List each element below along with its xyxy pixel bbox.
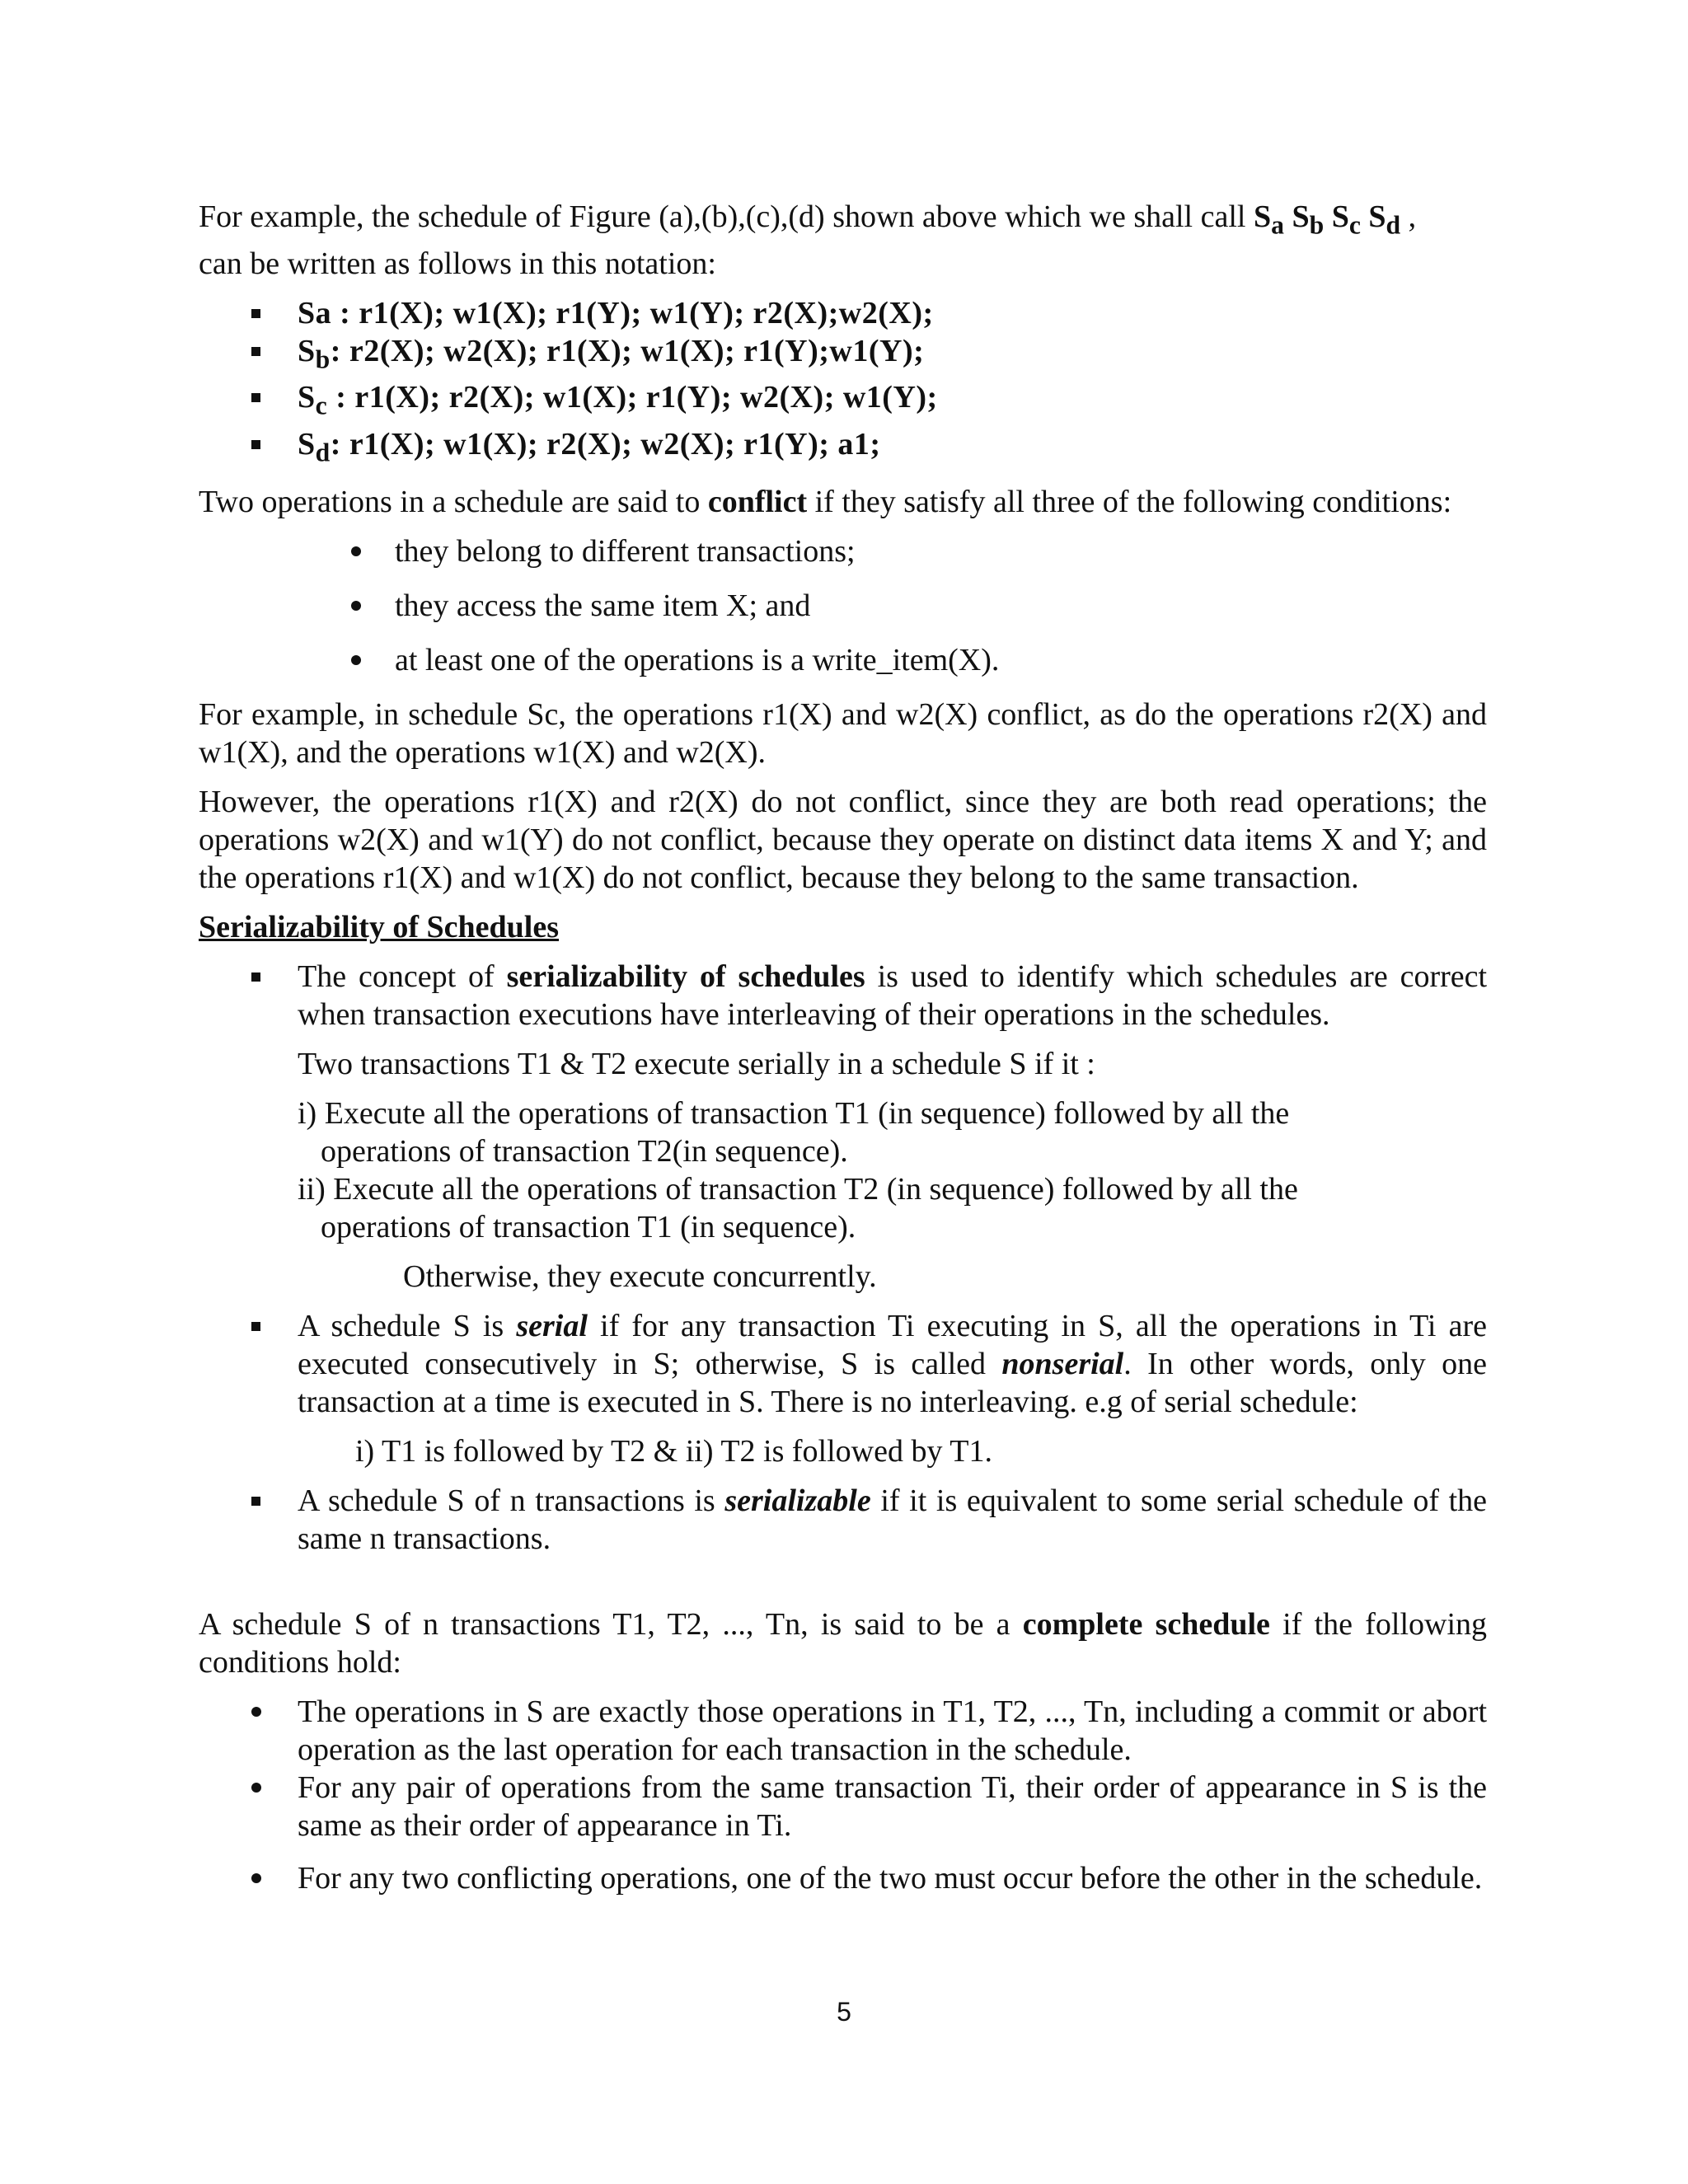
schedule-name-d: $S_d$: [1368, 199, 1401, 240]
schedule-sb: $S_b$: r2(X); w2(X); r1(X); w1(X); r1(Y);w1(Y);: [199, 332, 1487, 379]
complete-condition-item: The operations in S are exactly those operations in T1, T2, ..., Tn, including a commit or abort operation as the last operation for each transaction in the schedule.: [199, 1693, 1487, 1769]
conflict-paragraph: Two operations in a schedule are said to conflict if they satisfy all three of the following conditions:: [199, 485, 1452, 520]
intro-text-2: can be written as follows in this notation:: [199, 246, 716, 281]
intro-paragraph: For example, the schedule of Figure (a),(b),(c),(d) shown above which we shall call $S_a$ $S_b$ $S_c$ $S_d$ , can be written as follows in this notation:: [199, 199, 1417, 281]
example-paragraph-1: For example, in schedule Sc, the operations r1(X) and w2(X) conflict, as do the operations r2(X) and w1(X), and the operations w1(X) and w2(X).: [199, 697, 1487, 771]
schedule-name-b: $S_b$: [1292, 199, 1325, 240]
section-heading: Serializability of Schedules: [199, 910, 559, 945]
page-number: 5: [837, 1997, 851, 2027]
condition-item: they belong to different transactions;: [199, 532, 1487, 570]
condition-item: at least one of the operations is a write_item(X).: [199, 641, 1487, 679]
serializability-list: [199, 958, 1487, 1033]
serializability-bullet-1: The concept of serializability of schedules is used to identify which schedules are correct when transaction executions have interleaving of their operations in the schedules.: [199, 958, 1487, 1033]
schedule-name-c: $S_c$: [1331, 199, 1361, 240]
schedule-sc: $S_c$ : r1(X); r2(X); w1(X); r1(Y); w2(X); w1(Y);: [199, 378, 1487, 425]
schedule-sa: Sa : r1(X); w1(X); r1(Y); w1(Y); r2(X);w2(X);: [199, 294, 1487, 332]
rule-ii: ii) Execute all the operations of transaction T2 (in sequence) followed by all the: [298, 1172, 1298, 1207]
complete-schedule-paragraph: A schedule S of n transactions T1, T2, ..., Tn, is said to be a complete schedule if the following conditions hold:: [199, 1607, 1487, 1680]
complete-condition-item: For any two conflicting operations, one of the two must occur before the other in the schedule.: [199, 1859, 1487, 1897]
serializable-bullet: A schedule S of n transactions is serializable if it is equivalent to some serial schedule of the same n transactions.: [199, 1482, 1487, 1558]
schedule-list: [199, 294, 1487, 472]
schedule-sd: $S_d$: r1(X); w1(X); r2(X); w2(X); r1(Y); a1;: [199, 425, 1487, 472]
example-paragraph-2: However, the operations r1(X) and r2(X) do not conflict, since they are both read operations; the operations w2(X) and w1(Y) do not conflict, because they operate on distinct data items X and Y; and the operations r1(X) and w1(X) do not conflict, because they belong to the same transaction.: [199, 785, 1487, 896]
otherwise-line: Otherwise, they execute concurrently.: [403, 1259, 877, 1295]
serial-example: i) T1 is followed by T2 & ii) T2 is followed by T1.: [355, 1434, 992, 1469]
complete-condition-item: For any pair of operations from the same transaction Ti, their order of appearance in S is the same as their order of appearance in Ti.: [199, 1769, 1487, 1844]
serial-bullet: A schedule S is serial if for any transaction Ti executing in S, all the operations in Ti are executed consecutively in S; otherwise, S is called nonserial. In other words, only one transaction at a time is executed in S. There is no interleaving. e.g of serial schedule:: [199, 1307, 1487, 1421]
condition-item: they access the same item X; and: [199, 587, 1487, 625]
complete-conditions: [199, 1693, 1487, 1897]
conflict-term: conflict: [707, 485, 808, 520]
serializable-list: [199, 1482, 1487, 1558]
rule-ii-cont: operations of transaction T1 (in sequence).: [321, 1210, 856, 1245]
document-page: [199, 198, 1487, 1897]
rule-i: i) Execute all the operations of transaction T1 (in sequence) followed by all the: [298, 1096, 1290, 1132]
serial-definition: Two transactions T1 & T2 execute serially in a schedule S if it :: [298, 1047, 1095, 1082]
serial-list: [199, 1307, 1487, 1421]
intro-text: For example, the schedule of Figure (a),(b),(c),(d) shown above which we shall call: [199, 199, 1246, 234]
rule-i-cont: operations of transaction T2(in sequence).: [321, 1134, 848, 1169]
schedule-name-a: $S_a$: [1253, 199, 1284, 240]
conflict-conditions: [199, 532, 1487, 679]
